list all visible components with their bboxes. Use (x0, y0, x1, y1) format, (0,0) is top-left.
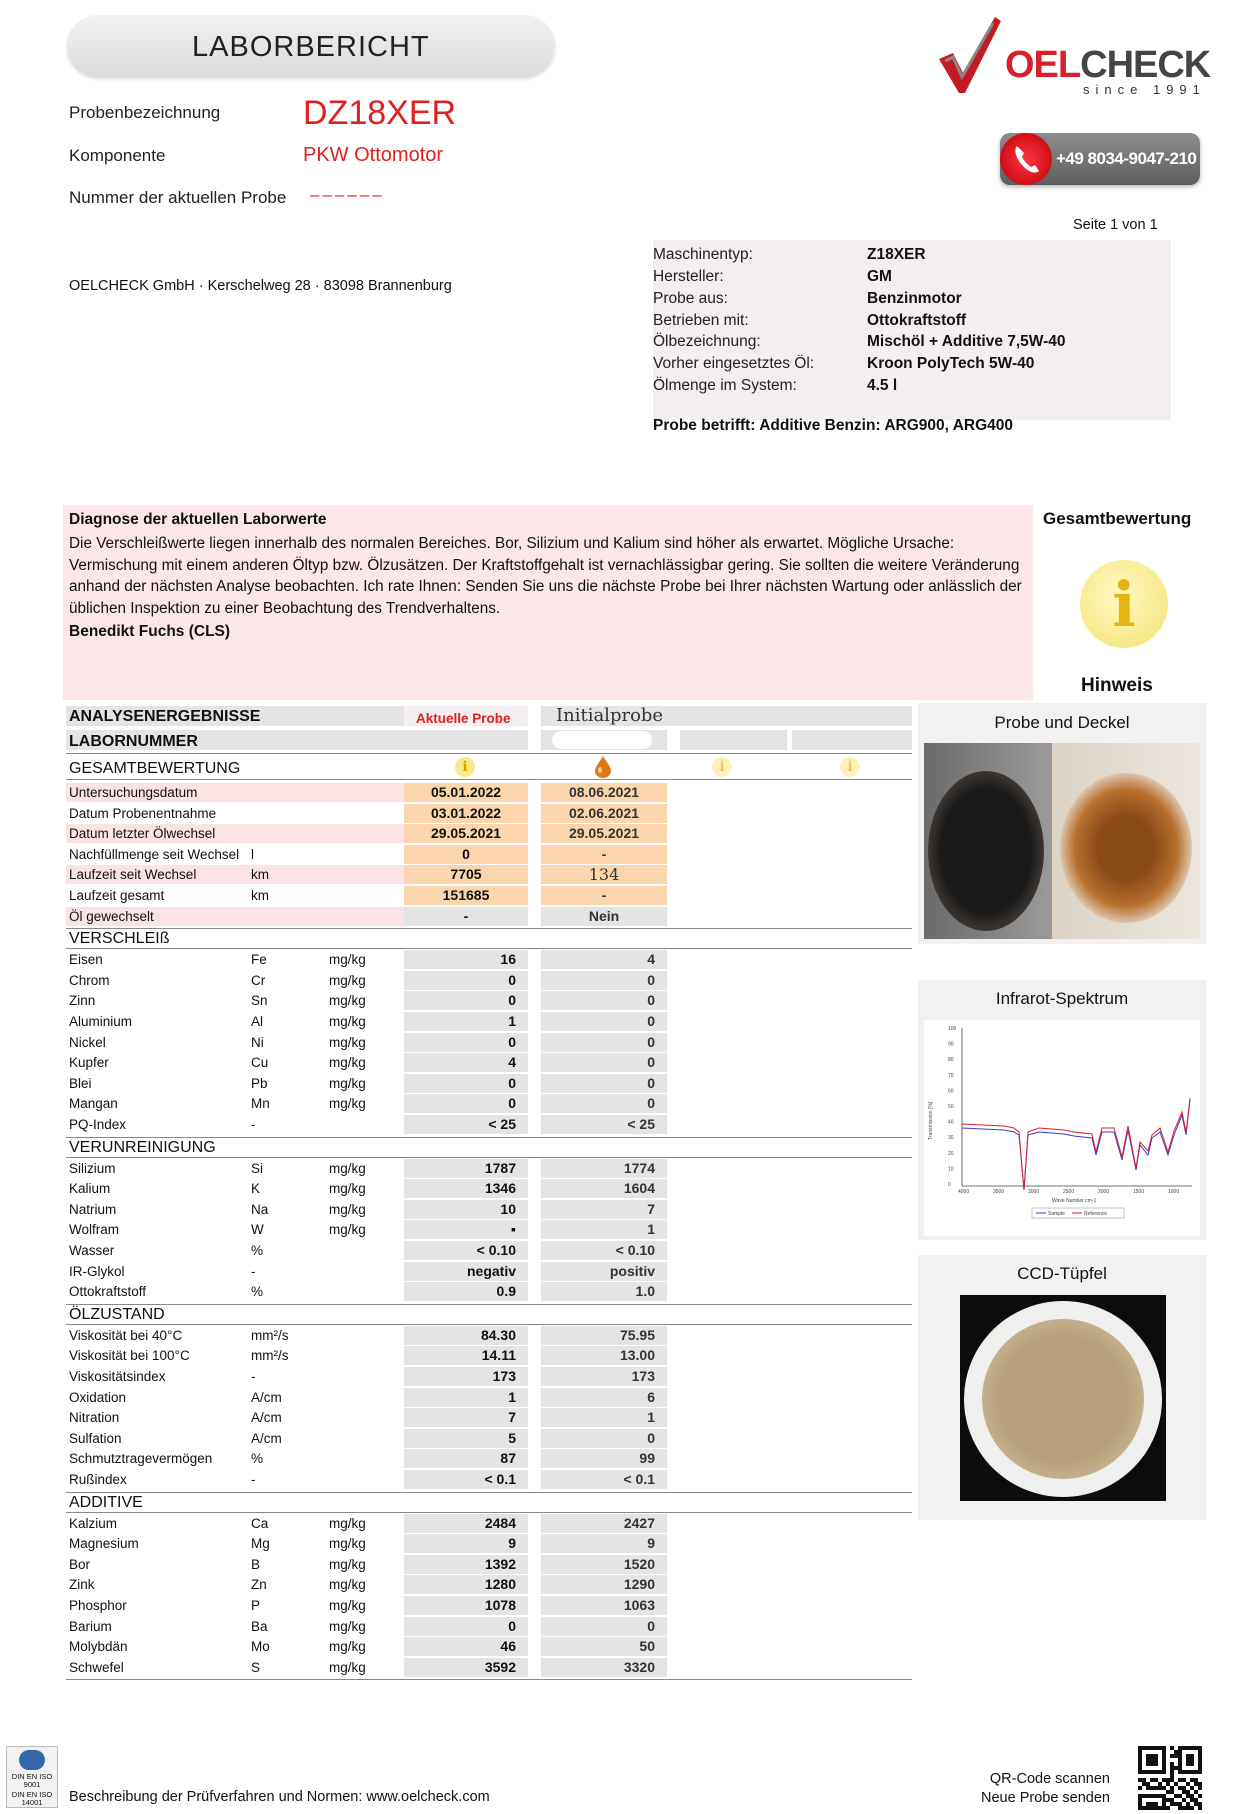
row-unit: mg/kg (329, 1075, 366, 1091)
current-value: 9 (404, 1534, 528, 1553)
probenbezeichnung-label: Probenbezeichnung (69, 103, 221, 122)
diagnosis-signature: Benedikt Fuchs (CLS) (69, 623, 231, 640)
oelcheck-logo: OELCHECK (1005, 44, 1211, 86)
current-value: ▪ (404, 1220, 528, 1239)
ccd-panel (918, 1255, 1206, 1520)
current-value: 7705 (404, 865, 528, 884)
row-name: Zink (69, 1577, 95, 1593)
row-symbol: - (251, 1117, 256, 1132)
ir-x-tick: 2000 (1098, 1189, 1110, 1195)
report-title: LABORBERICHT (192, 31, 430, 63)
current-value: negativ (404, 1262, 528, 1281)
row-unit: mg/kg (329, 1034, 366, 1050)
phone-button[interactable] (1000, 133, 1200, 185)
row-symbol: Fe (251, 952, 267, 968)
row-unit: mg/kg (329, 1618, 366, 1634)
row-name: Wolfram (69, 1222, 120, 1238)
section-header: VERSCHLEIß (69, 930, 170, 948)
row-symbol: A/cm (251, 1430, 282, 1446)
ir-x-tick: 4000 (958, 1189, 970, 1195)
row-name: Datum letzter Ölwechsel (69, 826, 216, 842)
ir-spectrum-chart (924, 1020, 1200, 1236)
nummer-value: –––––– (310, 185, 385, 204)
page-number: Seite 1 von 1 (1073, 217, 1158, 233)
row-name: IR-Glykol (69, 1263, 125, 1279)
row-symbol: % (251, 1243, 264, 1258)
row-symbol: - (251, 1263, 256, 1279)
row-symbol: Al (251, 1014, 264, 1029)
row-name: Molybdän (69, 1639, 128, 1655)
initial-value: 1 (541, 1220, 667, 1239)
initial-value: 0 (541, 1094, 667, 1113)
ir-y-tick: 30 (948, 1135, 954, 1142)
row-name: Untersuchungsdatum (69, 785, 198, 800)
row-unit: mg/kg (329, 1536, 366, 1552)
current-value: 03.01.2022 (404, 804, 528, 823)
probe-deckel-panel (918, 703, 1206, 944)
initial-value: 0 (541, 1033, 667, 1052)
row-symbol: Cr (251, 972, 266, 988)
initial-value: 2427 (541, 1514, 667, 1533)
report-title-banner (67, 15, 555, 77)
initial-value: 0 (541, 1429, 667, 1448)
row-symbol: A/cm (251, 1389, 282, 1405)
row-unit: mg/kg (329, 1556, 366, 1572)
oelcheck-check-icon (935, 15, 1005, 95)
komponente-value: PKW Ottomotor (303, 144, 444, 166)
row-symbol: km (251, 867, 269, 883)
rating-info-icon: i (455, 757, 475, 777)
initial-value: 1290 (541, 1575, 667, 1594)
row-symbol: km (251, 888, 269, 903)
row-unit: mg/kg (329, 1222, 366, 1238)
row-name: Datum Probenentnahme (69, 805, 217, 821)
current-value: 0 (404, 1094, 528, 1113)
initial-value: 1.0 (541, 1282, 667, 1301)
row-name: Natrium (69, 1201, 117, 1217)
ir-y-tick: 40 (948, 1119, 954, 1126)
row-name: Öl gewechselt (69, 908, 154, 924)
row-unit: mg/kg (329, 1515, 366, 1531)
ir-y-axis-label: Transmission [%] (928, 1101, 934, 1140)
current-value: 4 (404, 1053, 528, 1072)
current-value: 1392 (404, 1555, 528, 1574)
current-value: 0 (404, 1033, 528, 1052)
current-value: 84.30 (404, 1326, 528, 1345)
ir-x-tick: 1500 (1133, 1189, 1145, 1195)
initial-value: < 25 (541, 1115, 667, 1134)
row-symbol: P (251, 1598, 261, 1613)
ir-y-tick: 20 (948, 1150, 954, 1157)
row-name: Magnesium (69, 1536, 139, 1552)
row-symbol: Mn (251, 1096, 270, 1112)
initial-value: 0 (541, 991, 667, 1010)
initial-value: 29.05.2021 (541, 824, 667, 843)
row-unit: mg/kg (329, 1014, 366, 1029)
row-symbol: Zn (251, 1577, 267, 1593)
row-unit: mg/kg (329, 1577, 366, 1593)
row-unit: mg/kg (329, 952, 366, 968)
current-value: 1 (404, 1388, 528, 1407)
probe-deckel-title: Probe und Deckel (994, 713, 1130, 732)
ir-y-tick: 90 (948, 1041, 954, 1048)
row-unit: mg/kg (329, 1055, 366, 1071)
row-name: Zinn (69, 993, 96, 1009)
section-header: ÖLZUSTAND (69, 1305, 165, 1323)
initial-value: 1063 (541, 1596, 667, 1615)
row-symbol: B (251, 1556, 261, 1572)
current-value: 0 (404, 1074, 528, 1093)
row-name: Schwefel (69, 1659, 124, 1675)
row-symbol: mm²/s (251, 1327, 289, 1343)
initial-value: 02.06.2021 (541, 804, 667, 823)
row-symbol: Si (251, 1160, 264, 1176)
initial-value: 0 (541, 1617, 667, 1636)
current-value: 2484 (404, 1514, 528, 1533)
ir-x-tick: 3500 (993, 1189, 1005, 1195)
row-name: Schmutztragevermögen (69, 1451, 213, 1467)
qr-code[interactable] (1138, 1746, 1202, 1810)
current-value: 0 (404, 971, 528, 990)
row-symbol: Sn (251, 993, 268, 1009)
ir-y-tick: 10 (948, 1166, 954, 1173)
diagnosis-box (63, 505, 1033, 700)
row-symbol: % (251, 1284, 264, 1300)
ir-y-tick: 70 (948, 1072, 954, 1079)
row-name: Eisen (69, 952, 103, 968)
row-unit: mg/kg (329, 1598, 366, 1613)
initial-value: 7 (541, 1200, 667, 1219)
current-value: 3592 (404, 1658, 528, 1677)
iso-certification-badge: DIN EN ISO 9001 DIN EN ISO 14001 (6, 1746, 58, 1808)
row-name: Viskosität bei 100°C (69, 1348, 190, 1364)
row-symbol: - (251, 1369, 256, 1384)
row-name: Nickel (69, 1034, 106, 1050)
ir-x-axis-label: Wave Number cm-1 (1052, 1198, 1097, 1204)
initial-value: positiv (541, 1262, 667, 1281)
komponente-label: Komponente (69, 146, 166, 165)
row-symbol: Ni (251, 1034, 264, 1050)
row-symbol: Cu (251, 1055, 269, 1071)
row-name: Bor (69, 1556, 91, 1572)
row-unit: mg/kg (329, 1639, 366, 1655)
row-symbol: W (251, 1222, 264, 1238)
row-name: PQ-Index (69, 1117, 127, 1132)
diagnosis-text: Die Verschleißwerte liegen innerhalb des normalen Bereiches. Bor, Silizium und Kalium sind höher als erwartet. Mögliche Ursache: Vermischung mit einem anderen Öltyp bzw. Ölzusätzen. Der Kraftstoffgehalt ist vernachlässigbar gering. Sie sollten die weitere Veränderung anhand der nächsten Analyse beobachten. Ich rate Ihnen: Senden Sie uns die nächste Probe bei Ihrer nächsten Wartung oder anlässlich der üblichen Inspektion zu einer Beobachtung des Trendverhaltens. (69, 535, 1022, 617)
row-name: Aluminium (69, 1014, 133, 1029)
lab-number-header: LABORNUMMER (69, 733, 198, 750)
row-symbol: Mo (251, 1639, 270, 1655)
initial-value: 0 (541, 1012, 667, 1031)
current-value: 0.9 (404, 1282, 528, 1301)
initial-value: 3320 (541, 1658, 667, 1677)
row-symbol: l (251, 846, 254, 862)
initial-value: 08.06.2021 (541, 783, 667, 802)
row-symbol: % (251, 1451, 264, 1467)
qr-scan-label: QR-Code scannen (989, 1771, 1110, 1787)
overall-rating-header: GESAMTBEWERTUNG (69, 760, 241, 777)
probenbezeichnung-value: DZ18XER (303, 94, 457, 132)
row-unit: mg/kg (329, 1160, 366, 1176)
ccd-title: CCD-Tüpfel (1017, 1264, 1107, 1283)
initial-value: 0 (541, 1074, 667, 1093)
initial-value: Nein (541, 907, 667, 926)
row-symbol: Mg (251, 1536, 270, 1552)
initial-value: 99 (541, 1449, 667, 1468)
ccd-spot-image (960, 1295, 1166, 1501)
analysis-header: ANALYSENERGEBNISSE (69, 708, 261, 725)
row-name: Kalzium (69, 1515, 118, 1531)
row-name: Nitration (69, 1410, 120, 1426)
current-value: 7 (404, 1408, 528, 1427)
row-unit: mg/kg (329, 1659, 366, 1675)
row-unit: mg/kg (329, 993, 366, 1009)
rating-info-icon: i (840, 757, 860, 777)
ir-legend-sample: Sample (1048, 1211, 1065, 1217)
current-value: 173 (404, 1367, 528, 1386)
row-symbol: Pb (251, 1075, 268, 1091)
row-name: Oxidation (69, 1389, 127, 1405)
initial-value: - (541, 845, 667, 864)
rating-info-icon: i (712, 757, 732, 777)
row-name: Viskositätsindex (69, 1369, 166, 1384)
current-value: 0 (404, 1617, 528, 1636)
row-name: Laufzeit gesamt (69, 888, 165, 903)
current-value: < 25 (404, 1115, 528, 1134)
initial-value: 1604 (541, 1179, 667, 1198)
ir-y-tick: 80 (948, 1057, 954, 1064)
info-icon: i (1080, 560, 1168, 648)
section-header: ADDITIVE (69, 1493, 143, 1511)
row-symbol: S (251, 1659, 261, 1675)
probe-betrifft: Probe betrifft: Additive Benzin: ARG900, ARG400 (653, 417, 1013, 434)
logo-since: since 1991 (1083, 82, 1206, 97)
row-name: Phosphor (69, 1598, 127, 1613)
initial-value: 9 (541, 1534, 667, 1553)
row-name: Mangan (69, 1096, 118, 1112)
row-symbol: A/cm (251, 1410, 282, 1426)
initial-value: < 0.1 (541, 1470, 667, 1489)
initial-value: - (541, 886, 667, 905)
current-value: 10 (404, 1200, 528, 1219)
phone-number: +49 8034-9047-210 (1056, 149, 1197, 168)
current-value: 16 (404, 950, 528, 969)
qr-send-label: Neue Probe senden (981, 1790, 1110, 1806)
lab-number-redacted (552, 731, 652, 749)
initial-sample-header: Initialprobe (556, 705, 664, 726)
row-name: Laufzeit seit Wechsel (69, 867, 197, 883)
company-address: OELCHECK GmbH · Kerschelweg 28 · 83098 Brannenburg (69, 278, 452, 294)
row-unit: mg/kg (329, 1181, 366, 1197)
row-symbol: K (251, 1181, 261, 1197)
current-value: 1346 (404, 1179, 528, 1198)
current-value: 87 (404, 1449, 528, 1468)
initial-value: 0 (541, 971, 667, 990)
current-value: 0 (404, 991, 528, 1010)
current-value: 14.11 (404, 1346, 528, 1365)
row-name: Kupfer (69, 1055, 109, 1071)
row-symbol: mm²/s (251, 1348, 289, 1364)
current-value: < 0.10 (404, 1241, 528, 1260)
current-value: 1280 (404, 1575, 528, 1594)
initial-value: 50 (541, 1637, 667, 1656)
current-value: 1078 (404, 1596, 528, 1615)
row-name: Sulfation (69, 1430, 122, 1446)
row-name: Chrom (69, 972, 110, 988)
initial-value: 134 (541, 865, 667, 884)
row-name: Silizium (69, 1160, 116, 1176)
ir-y-tick: 50 (948, 1104, 954, 1110)
current-value: 29.05.2021 (404, 824, 528, 843)
row-symbol: Na (251, 1201, 269, 1217)
rating-title: Gesamtbewertung (1043, 509, 1192, 528)
current-value: 151685 (404, 886, 528, 905)
ir-x-tick: 3000 (1028, 1189, 1040, 1195)
ir-legend-reference: Reference (1084, 1211, 1108, 1217)
current-value: < 0.1 (404, 1470, 528, 1489)
initial-value: 75.95 (541, 1326, 667, 1345)
row-name: Kalium (69, 1181, 111, 1197)
ir-y-tick: 0 (948, 1182, 951, 1188)
sample-photo (924, 743, 1200, 939)
initial-value: 173 (541, 1367, 667, 1386)
initial-value: < 0.10 (541, 1241, 667, 1260)
footer-description[interactable]: Beschreibung der Prüfverfahren und Normen: www.oelcheck.com (69, 1789, 490, 1805)
ir-x-tick: 1000 (1168, 1189, 1180, 1195)
ir-spectrum-title: Infrarot-Spektrum (995, 989, 1129, 1008)
initial-value: 4 (541, 950, 667, 969)
current-value: 1787 (404, 1159, 528, 1178)
phone-icon (1000, 133, 1052, 185)
ir-y-tick: 60 (948, 1088, 954, 1095)
row-symbol: - (251, 1472, 256, 1487)
current-value: - (404, 907, 528, 926)
row-name: Viskosität bei 40°C (69, 1327, 183, 1343)
initial-value: 1774 (541, 1159, 667, 1178)
ir-spectrum-panel (918, 980, 1206, 1240)
ir-x-tick: 2500 (1063, 1189, 1075, 1195)
row-unit: mg/kg (329, 972, 366, 988)
row-name: Wasser (69, 1243, 115, 1258)
initial-value: 6 (541, 1388, 667, 1407)
initial-value: 0 (541, 1053, 667, 1072)
row-symbol: Ca (251, 1515, 269, 1531)
row-symbol: Ba (251, 1618, 268, 1634)
current-value: 0 (404, 845, 528, 864)
row-name: Blei (69, 1075, 92, 1091)
ir-y-tick: 100 (948, 1026, 957, 1032)
machine-info-box: Maschinentyp: Z18XER Hersteller: GM Probe aus: Benzinmotor Betrieben mit: Ottokraftstoff Ölbezeichnung: Mischöl + Additive 7,5W-40 Vorher eingesetztes Öl: Kroon PolyTech 5W-40 Ölmenge im System: 4.5 l Probe betrifft: Additive Benzin: ARG900, ARG400 (653, 240, 1171, 420)
row-name: Rußindex (69, 1472, 127, 1487)
current-value: 1 (404, 1012, 528, 1031)
initial-value: 1520 (541, 1555, 667, 1574)
row-unit: mg/kg (329, 1096, 366, 1112)
row-unit: mg/kg (329, 1201, 366, 1217)
row-name: Barium (69, 1618, 112, 1634)
current-sample-header: Aktuelle Probe (416, 711, 511, 726)
current-value: 05.01.2022 (404, 783, 528, 802)
current-value: 46 (404, 1637, 528, 1656)
initial-value: 13.00 (541, 1346, 667, 1365)
rating-label: Hinweis (1081, 675, 1153, 696)
nummer-label: Nummer der aktuellen Probe (69, 188, 287, 207)
row-name: Ottokraftstoff (69, 1284, 147, 1300)
section-header: VERUNREINIGUNG (69, 1138, 216, 1156)
current-value: 5 (404, 1429, 528, 1448)
initial-value: 1 (541, 1408, 667, 1427)
diagnosis-title: Diagnose der aktuellen Laborwerte (69, 511, 327, 528)
row-name: Nachfüllmenge seit Wechsel (69, 846, 240, 862)
